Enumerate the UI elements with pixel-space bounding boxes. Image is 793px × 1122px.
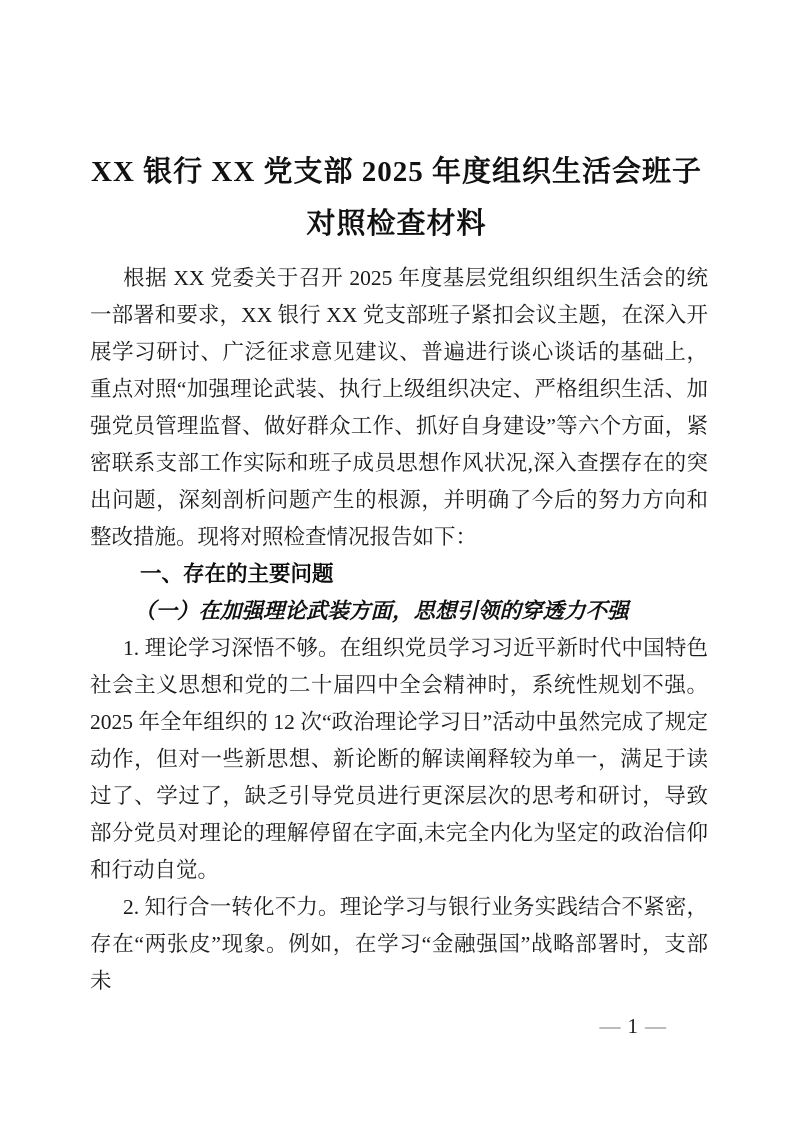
section-1-item-2-paragraph: 2. 知行合一转化不力。理论学习与银行业务实践结合不紧密，存在“两张皮”现象。例如，在学习“金融强国”战略部署时，支部未: [90, 895, 708, 993]
document-title-line-2: 对照检查材料: [306, 208, 487, 240]
page-number-right-dash: —: [645, 1014, 666, 1038]
page-number-left-dash: —: [599, 1014, 621, 1038]
section-1-heading: 一、存在的主要问题: [140, 562, 334, 586]
page-number-value: 1: [627, 1014, 638, 1038]
document-title-line-1: XX 银行 XX 党支部 2025 年度组织生活会班子: [90, 156, 703, 188]
page-number: [593, 1013, 674, 1039]
document-title: [0, 0, 793, 250]
section-1-subheading-1: （一）在加强理论武装方面，思想引领的穿透力不强: [134, 599, 629, 623]
intro-paragraph: 根据 XX 党委关于召开 2025 年度基层党组织组织生活会的统一部署和要求，XX 银行 XX 党支部班子紧扣会议主题，在深入开展学习研讨、广泛征求意见建议、普遍进行谈心谈话的基础上，重点对照“加强理论武装、执行上级组织决定、严格组织生活、加强党员管理监督、做好群众工作、抓好自身建设”等六个方面，紧密联系支部工作实际和班子成员思想作风状况,深入查摆存在的突出问题，深刻剖析问题产生的根源，并明确了今后的努力方向和整改措施。现将对照检查情况报告如下：: [90, 266, 708, 549]
section-1-item-1-paragraph: 1. 理论学习深悟不够。在组织党员学习习近平新时代中国特色社会主义思想和党的二十届四中全会精神时，系统性规划不强。2025 年全年组织的 12 次“政治理论学习日”活动中虽然完成了规定动作，但对一些新思想、新论断的解读阐释较为单一，满足于读过了、学过了，缺乏引导党员进行更深层次的思考和研讨，导致部分党员对理论的理解停留在字面,未完全内化为坚定的政治信仰和行动自觉。: [90, 636, 708, 882]
document-body: [90, 260, 708, 1000]
